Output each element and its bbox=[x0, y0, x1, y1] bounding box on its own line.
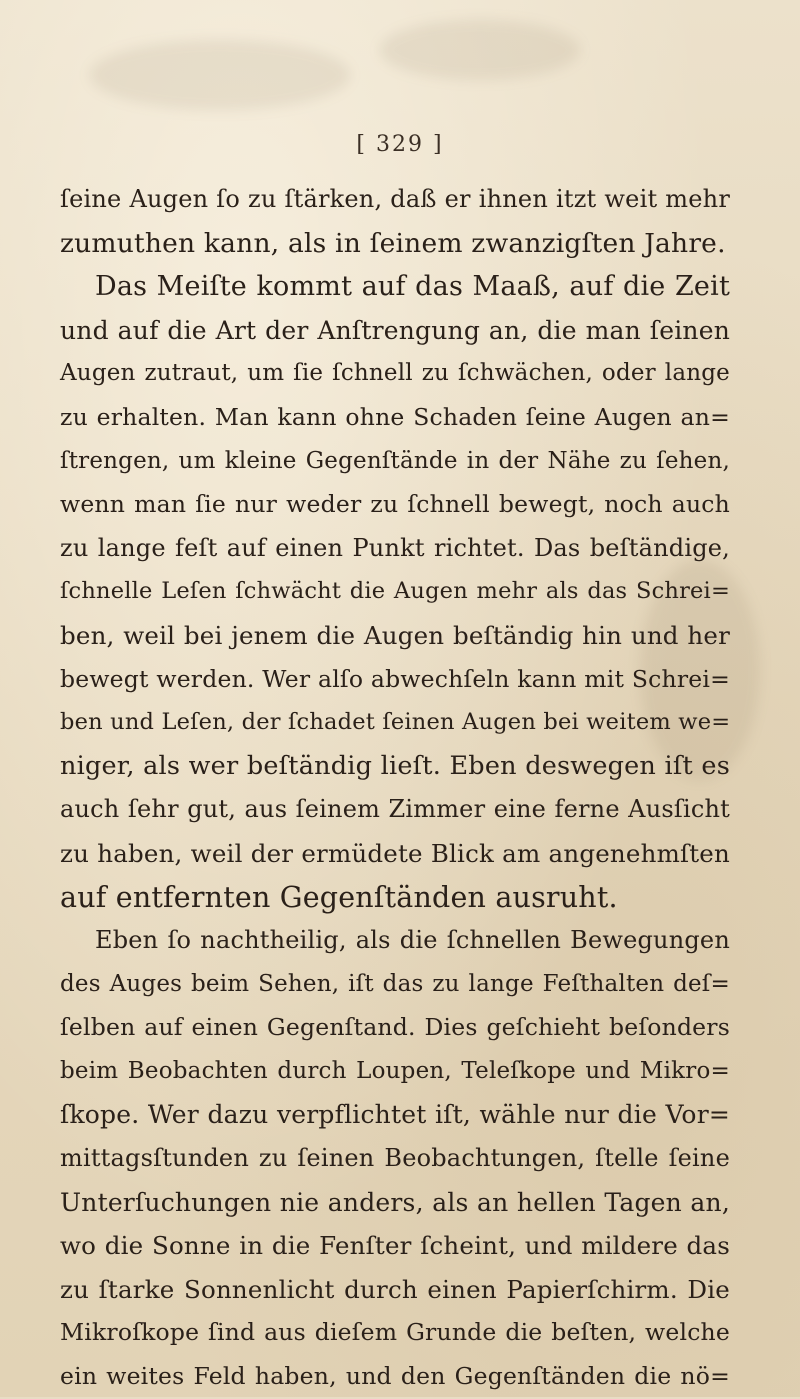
text-line: mittagsſtunden zu ſeinen Beobachtungen, ſtelle ſeine bbox=[60, 1144, 730, 1173]
text-line: beim Beobachten durch Loupen, Teleſkope und Mikro= bbox=[60, 1057, 730, 1084]
paper-stain bbox=[90, 40, 350, 110]
text-line: bewegt werden. Wer alſo abwechſeln kann mit Schrei= bbox=[60, 664, 730, 693]
text-line: ſchnelle Leſen ſchwächt die Augen mehr als das Schrei= bbox=[60, 578, 730, 605]
text-line: und auf die Art der Anſtrengung an, die man ſeinen bbox=[60, 315, 730, 345]
text-line: wo die Sonne in die Fenſter ſcheint, und mildere das bbox=[60, 1231, 730, 1261]
text-line: zu erhalten. Man kann ohne Schaden ſeine Augen an= bbox=[60, 402, 730, 431]
body-text bbox=[60, 178, 730, 1399]
text-line: des Auges beim Sehen, iſt das zu lange Feſthalten deſ= bbox=[60, 970, 730, 997]
text-line: Unterſuchungen nie anders, als an hellen Tagen an, bbox=[60, 1187, 730, 1217]
text-line: Das Meiſte kommt auf das Maaß, auf die Zeit bbox=[95, 271, 730, 303]
text-line: auf entfernten Gegenſtänden ausruht. bbox=[60, 880, 618, 914]
text-line: ſkope. Wer dazu verpflichtet iſt, wähle nur die Vor= bbox=[60, 1100, 730, 1130]
text-line: Eben ſo nachtheilig, als die ſchnellen Bewegungen bbox=[95, 926, 730, 955]
paper-stain bbox=[380, 20, 580, 80]
text-line: niger, als wer beſtändig lieſt. Eben deswegen iſt es bbox=[60, 750, 730, 781]
text-line: ſelben auf einen Gegenſtand. Dies geſchieht beſonders bbox=[60, 1013, 730, 1042]
text-line: ſtrengen, um kleine Gegenſtände in der Nähe zu ſehen, bbox=[60, 447, 730, 474]
text-line: wenn man ſie nur weder zu ſchnell bewegt, noch auch bbox=[60, 490, 730, 519]
text-line: zu ſtarke Sonnenlicht durch einen Papierſchirm. Die bbox=[60, 1274, 730, 1304]
text-line: zumuthen kann, als in ſeinem zwanzigſten Jahre. bbox=[60, 227, 726, 259]
text-line: Mikroſkope ſind aus dieſem Grunde die beſten, welche bbox=[60, 1318, 730, 1347]
text-line: ben und Leſen, der ſchadet ſeinen Augen bei weitem we= bbox=[60, 709, 731, 736]
text-line: auch ſehr gut, aus ſeinem Zimmer eine ferne Ausſicht bbox=[60, 795, 730, 824]
text-line: ſeine Augen ſo zu ſtärken, daß er ihnen itzt weit mehr bbox=[60, 185, 730, 213]
text-line: zu haben, weil der ermüdete Blick am angenehmſten bbox=[60, 838, 730, 868]
text-line: ein weites Feld haben, und den Gegenſtänden die nö= bbox=[60, 1362, 730, 1391]
page-number: [ 329 ] bbox=[356, 132, 444, 157]
text-line: ben, weil bei jenem die Augen beſtändig hin und her bbox=[60, 620, 730, 650]
text-line: zu lange feſt auf einen Punkt richtet. Das beſtändige, bbox=[60, 533, 730, 562]
text-line: Augen zutraut, um ſie ſchnell zu ſchwächen, oder lange bbox=[60, 360, 730, 387]
